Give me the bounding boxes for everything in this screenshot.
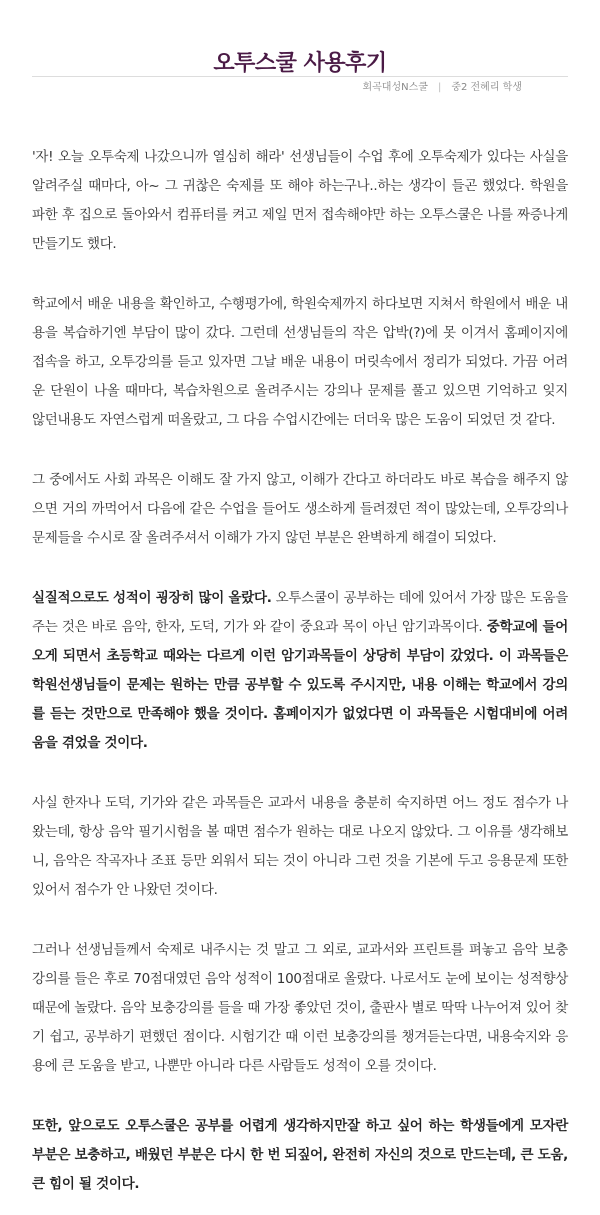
byline [362, 80, 522, 96]
page-title: 오투스쿨 사용후기 [213, 50, 387, 76]
paragraph-4-bold-lead: 실질적으로도 성적이 굉장히 많이 올랐다. [32, 590, 272, 606]
school-name: 회곡대성N스쿨 [362, 82, 428, 93]
paragraph-4-bold-tail: 중학교에 들어오게 되면서 초등학교 때와는 다르게 이런 암기과목들이 상당히 부담이 갔었다. 이 과목들은 학원선생님들이 문제는 원하는 만큼 공부할 수 있도록 주시지만, 내용 이해는 학교에서 강의를 듣는 것만으로 만족해야 했을 것이다. 홈페이지가 없었다면 이 과목들은 시험대비에 어려움을 겪었을 것이다. [32, 619, 568, 751]
paragraph-5: 사실 한자나 도덕, 기가와 같은 과목들은 교과서 내용을 충분히 숙지하면 어느 정도 점수가 나왔는데, 항상 음악 필기시험을 볼 때면 점수가 원하는 대로 나오지 않았다. 그 이유를 생각해보니, 음악은 작곡자나 조표 등만 외워서 되는 것이 아니라 그런 것을 기본에 두고 응용문제 또한 있어서 점수가 안 나왔던 것이다. [32, 795, 568, 898]
author-name: 중2 전혜리 학생 [451, 82, 522, 93]
paragraph-4-plain: 오투스쿨이 공부하는 데에 있어서 가장 많은 도움을 주는 것은 바로 음악, 한자, 도덕, 기가 와 같이 중요과 목이 아닌 암기과목이다. [32, 590, 568, 635]
byline-separator: | [437, 82, 442, 93]
paragraph-7-conclusion: 또한, 앞으로도 오투스쿨은 공부를 어렵게 생각하지만잘 하고 싶어 하는 학생들에게 모자란 부분은 보충하고, 배웠던 부분은 다시 한 번 되짚어, 완전히 자신의 것으로 만드는데, 큰 도움, 큰 힘이 될 것이다. [32, 1118, 568, 1192]
paragraph-6: 그러나 선생님들께서 숙제로 내주시는 것 말고 그 외로, 교과서와 프린트를 펴놓고 음악 보충강의를 들은 후로 70점대였던 음악 성적이 100점대로 올랐다. 나로서도 눈에 보이는 성적향상 때문에 놀랐다. 음악 보충강의를 들을 때 가장 좋았던 것이, 출판사 별로 딱딱 나누어져 있어 찾기 쉽고, 공부하기 편했던 점이다. 시험기간 때 이런 보충강의를 챙겨듣는다면, 내용숙지와 응용에 큰 도움을 받고, 나뿐만 아니라 다른 사람들도 성적이 오를 것이다. [32, 942, 568, 1074]
paragraph-1: '자! 오늘 오투숙제 나갔으니까 열심히 해라' 선생님들이 수업 후에 오투숙제가 있다는 사실을 알려주실 때마다, 아~ 그 귀찮은 숙제를 또 해야 하는구나..하는 생각이 들곤 했었다. 학원을 파한 후 집으로 돌아와서 컴퓨터를 켜고 제일 먼저 접속해야만 하는 오투스쿨은 나를 짜증나게 만들기도 했다. [32, 149, 568, 252]
paragraph-2: 학교에서 배운 내용을 확인하고, 수행평가에, 학원숙제까지 하다보면 지쳐서 학원에서 배운 내용을 복습하기엔 부담이 많이 갔다. 그런데 선생님들의 작은 압박(?)에 못 이겨서 홈페이지에 접속을 하고, 오투강의를 듣고 있자면 그날 배운 내용이 머릿속에서 정리가 되었다. 가끔 어려운 단원이 나올 때마다, 복습차원으로 올려주시는 강의나 문제를 풀고 있으면 기억하고 잊지 않던내용도 자연스럽게 떠올랐고, 그 다음 수업시간에는 더더욱 많은 도움이 되었던 것 같다. [32, 296, 568, 428]
article-body [32, 143, 568, 1215]
paragraph-3: 그 중에서도 사회 과목은 이해도 잘 가지 않고, 이해가 간다고 하더라도 바로 복습을 해주지 않으면 거의 까먹어서 다음에 같은 수업을 들어도 생소하게 들려졌던 적이 많았는데, 오투강의나 문제들을 수시로 잘 올려주셔서 이해가 가지 않던 부분은 완벽하게 해결이 되었다. [32, 472, 568, 546]
header-divider [32, 76, 568, 77]
paragraph-4 [32, 584, 568, 758]
